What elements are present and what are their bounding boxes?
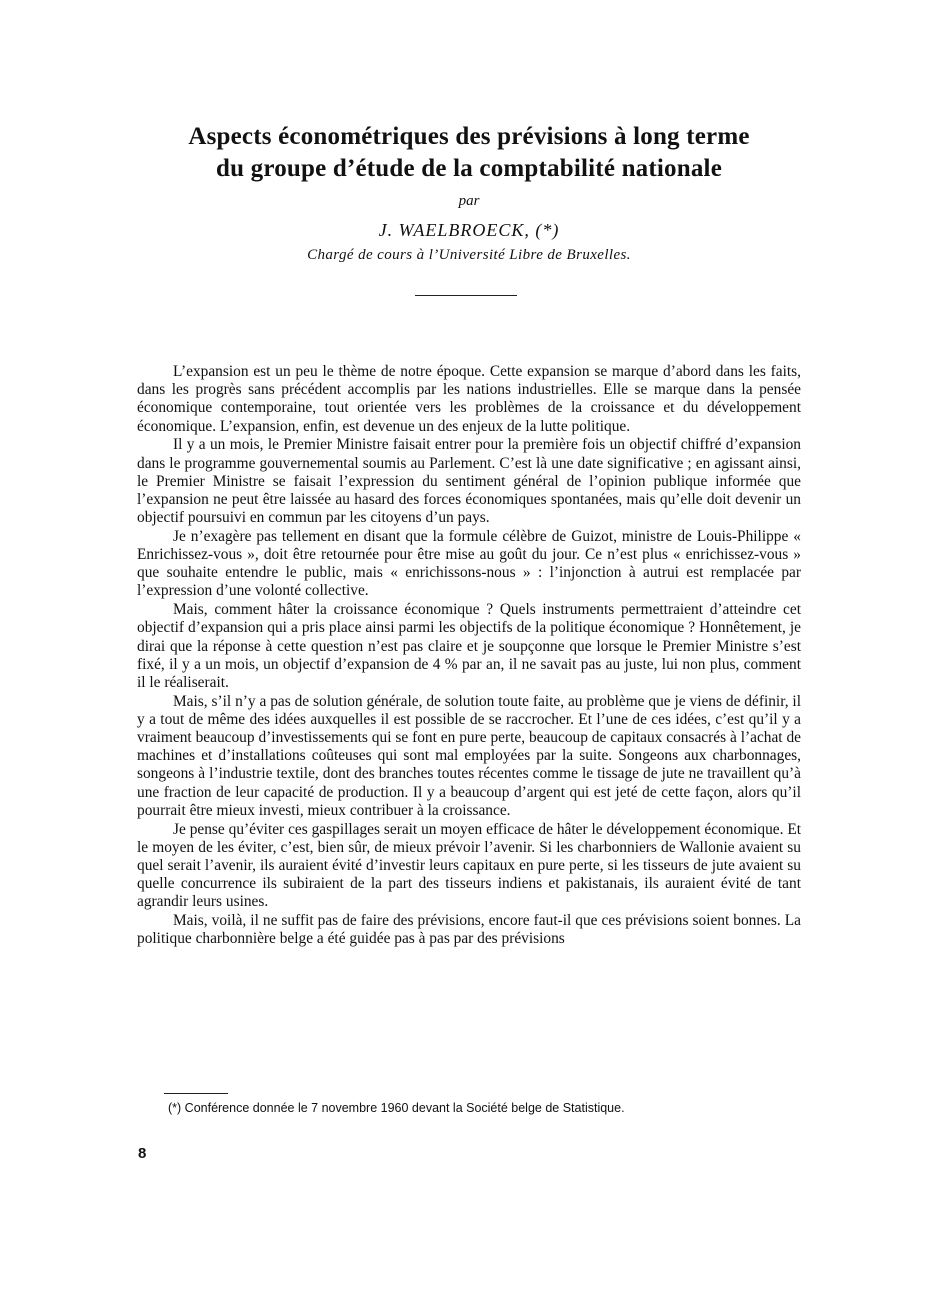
title-separator-rule	[415, 295, 517, 296]
paragraph: Mais, comment hâter la croissance économique ? Quels instruments permettraient d’atteindre cet objectif d’expansion qui a pris place ainsi parmi les objectifs de la politique économique ? Honnêtement, je dirai que la réponse à cette question n’est pas claire et je soupçonne que lorsque le Premier Ministre s’est fixé, il y a un mois, un objectif d’expansion de 4 % par an, il ne savait pas au juste, lui non plus, comment il le réaliserait.	[137, 601, 801, 691]
paragraph: Mais, voilà, il ne suffit pas de faire des prévisions, encore faut-il que ces prévisions soient bonnes. La politique charbonnière belge a été guidée pas à pas par des prévisions	[137, 912, 801, 948]
body-text	[137, 363, 801, 949]
paragraph: Je pense qu’éviter ces gaspillages serait un moyen efficace de hâter le développement économique. Et le moyen de les éviter, c’est, bien sûr, de mieux prévoir l’avenir. Si les charbonniers de Wallonie avaient su quel serait l’avenir, ils auraient évité d’investir leurs capitaux en pure perte, si les tisseurs de jute avaient su quelle concurrence ils subiraient de la part des tisseurs indiens et pakistanais, ils auraient évité de tant agrandir leurs usines.	[137, 820, 801, 911]
author-affiliation: Chargé de cours à l’Université Libre de Bruxelles.	[307, 247, 631, 263]
footnote-rule	[164, 1093, 228, 1094]
byline-prefix: par	[458, 193, 480, 209]
paragraph: Il y a un mois, le Premier Ministre faisait entrer pour la première fois un objectif chiffré d’expansion dans le programme gouvernemental soumis au Parlement. C’est là une date significative ; en agissant ainsi, le Premier Ministre se faisait l’expression du sentiment général de l’opinion publique informée que l’expansion ne peut être laissée au hasard des forces économiques spontanées, mais qu’elle doit devenir un objectif poursuivi en commun par les citoyens d’un pays.	[137, 436, 801, 527]
paragraph: Mais, s’il n’y a pas de solution générale, de solution toute faite, au problème que je viens de définir, il y a tout de même des idées auxquelles il est possible de se raccrocher. Et l’une de ces idées, c’est qu’il y a vraiment beaucoup d’investissements qui se font en pure perte, beaucoup de capitaux consacrés à l’achat de machines et d’installations coûteuses qui sont mal employées par la suite. Songeons aux charbonnages, songeons à l’industrie textile, dont des branches toutes récentes comme le tissage de jute ne travaillent qu’à une fraction de leur capacité de production. Il y a beaucoup d’argent qui est jeté de cette façon, alors qu’il pourrait être mieux investi, mieux contribuer à la croissance.	[137, 692, 801, 819]
title-line-2: du groupe d’étude de la comptabilité nationale	[216, 155, 722, 182]
title-line-1: Aspects économétriques des prévisions à long terme	[188, 123, 750, 150]
page-number: 8	[138, 1145, 147, 1162]
author-name: J. WAELBROECK, (*)	[378, 220, 560, 240]
footnote: (*) Conférence donnée le 7 novembre 1960 devant la Société belge de Statistique.	[168, 1101, 625, 1115]
paragraph: L’expansion est un peu le thème de notre époque. Cette expansion se marque d’abord dans les faits, dans les progrès sans précédent accomplis par les nations industrielles. Elle se marque dans la pensée économique contemporaine, tout orientée vers les problèmes de la croissance et du développement économique. L’expansion, enfin, est devenue un des enjeux de la lutte politique.	[137, 363, 801, 435]
paragraph: Je n’exagère pas tellement en disant que la formule célèbre de Guizot, ministre de Louis-Philippe « Enrichissez-vous », doit être retournée pour être mise au goût du jour. Ce n’est plus « enrichissez-vous » que souhaite entendre le public, mais « enrichissons-nous » : l’injonction à autrui est remplacée par l’expression d’une volonté collective.	[137, 527, 801, 600]
